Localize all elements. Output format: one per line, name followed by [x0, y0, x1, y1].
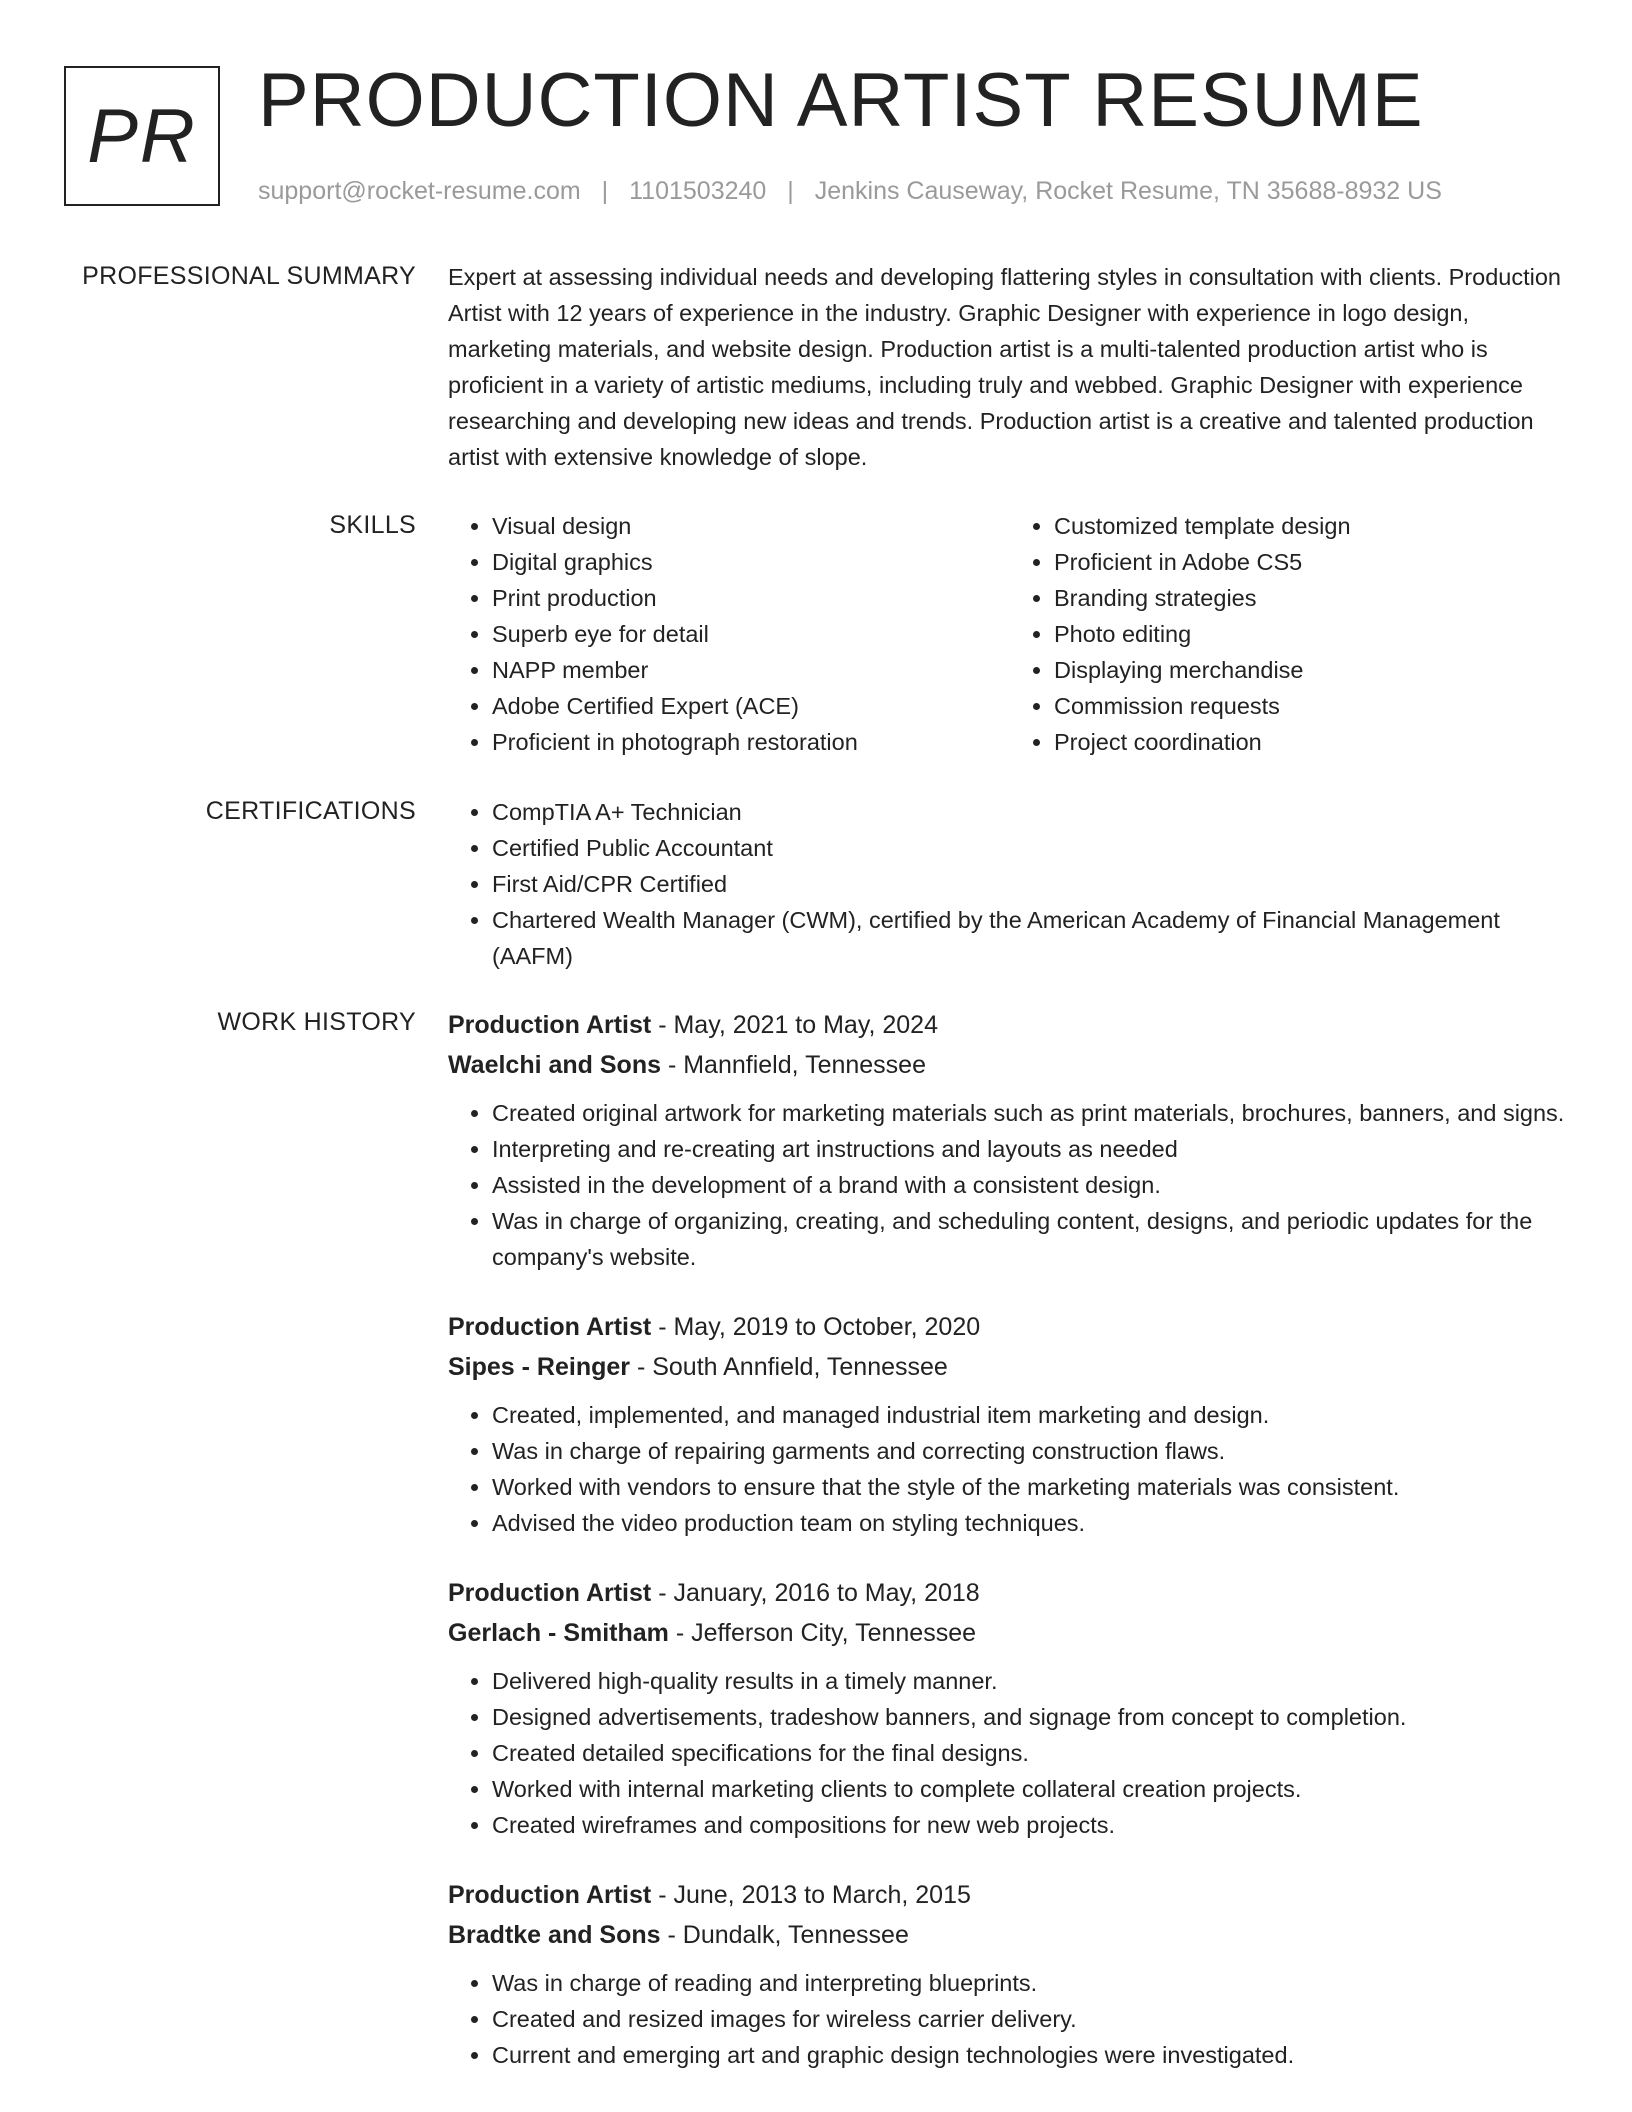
- list-item: • Certified Public Accountant: [492, 830, 1572, 866]
- job-dates: - January, 2016 to May, 2018: [651, 1579, 980, 1607]
- list-item: • Created original artwork for marketing materials such as print materials, brochures, banners, and signs.: [492, 1095, 1572, 1131]
- job-company-line: [448, 1045, 1572, 1085]
- list-item: • Branding strategies: [1054, 580, 1572, 616]
- page-title: PRODUCTION ARTIST RESUME: [258, 58, 1424, 143]
- job-title-line: [448, 1875, 1572, 1915]
- job-company-line: [448, 1613, 1572, 1653]
- job-bullets: [448, 1965, 1572, 2073]
- list-item: • Print production: [492, 580, 1010, 616]
- job-dates: - May, 2019 to October, 2020: [651, 1313, 981, 1341]
- list-item: • Designed advertisements, tradeshow banners, and signage from concept to completion.: [492, 1699, 1572, 1735]
- skills-list-left: [448, 508, 1010, 760]
- job-company: Bradtke and Sons: [448, 1921, 661, 1949]
- job-location: - Jefferson City, Tennessee: [668, 1619, 977, 1647]
- job-bullets: [448, 1663, 1572, 1843]
- list-item: • Current and emerging art and graphic design technologies were investigated.: [492, 2037, 1572, 2073]
- job-bullets: [448, 1095, 1572, 1275]
- job-title: Production Artist: [448, 1011, 652, 1039]
- monogram-logo: PR: [64, 66, 220, 206]
- contact-phone: 1101503240: [629, 177, 767, 205]
- job-title: Production Artist: [448, 1579, 652, 1607]
- list-item: • Proficient in Adobe CS5: [1054, 544, 1572, 580]
- skills-list-right: [1010, 508, 1572, 760]
- list-item: • Proficient in photograph restoration: [492, 724, 1010, 760]
- list-item: • Created wireframes and compositions for new web projects.: [492, 1807, 1572, 1843]
- list-item: • Was in charge of repairing garments and correcting construction flaws.: [492, 1433, 1572, 1469]
- summary-content: [448, 259, 1572, 475]
- job-bullets: [448, 1397, 1572, 1541]
- list-item: • Interpreting and re-creating art instructions and layouts as needed: [492, 1131, 1572, 1167]
- list-item: • Project coordination: [1054, 724, 1572, 760]
- job-company-line: [448, 1915, 1572, 1955]
- list-item: • Created detailed specifications for the final designs.: [492, 1735, 1572, 1771]
- contact-separator: |: [601, 177, 609, 205]
- list-item: • Chartered Wealth Manager (CWM), certified by the American Academy of Financial Management (AAFM): [492, 902, 1572, 974]
- job-company: Sipes - Reinger: [448, 1353, 630, 1381]
- certifications-list: [448, 794, 1572, 974]
- job-entry: [448, 1573, 1572, 1843]
- list-item: • NAPP member: [492, 652, 1010, 688]
- list-item: • Displaying merchandise: [1054, 652, 1572, 688]
- job-title-line: [448, 1307, 1572, 1347]
- list-item: • Was in charge of organizing, creating, and scheduling content, designs, and periodic updates for the company's website.: [492, 1203, 1572, 1275]
- list-item: • CompTIA A+ Technician: [492, 794, 1572, 830]
- skills-label: SKILLS: [329, 511, 416, 539]
- summary-label: PROFESSIONAL SUMMARY: [82, 262, 416, 290]
- summary-text: Expert at assessing individual needs and developing flattering styles in consultation with clients. Production Artist with 12 years of experience in the industry. Graphic Designer with experience in logo design, marketing materials, and website design. Production artist is a multi-talented production artist who is proficient in a variety of artistic mediums, including truly and webbed. Graphic Designer with experience researching and developing new ideas and trends. Production artist is a creative and talented production artist with extensive knowledge of slope.: [448, 264, 1561, 470]
- contact-line: [258, 174, 1442, 208]
- certifications-label: CERTIFICATIONS: [205, 797, 416, 825]
- list-item: • Customized template design: [1054, 508, 1572, 544]
- job-location: - Mannfield, Tennessee: [661, 1051, 926, 1079]
- list-item: • Assisted in the development of a brand with a consistent design.: [492, 1167, 1572, 1203]
- list-item: • Superb eye for detail: [492, 616, 1010, 652]
- job-location: - Dundalk, Tennessee: [660, 1921, 909, 1949]
- job-dates: - June, 2013 to March, 2015: [651, 1881, 971, 1909]
- list-item: • First Aid/CPR Certified: [492, 866, 1572, 902]
- job-title: Production Artist: [448, 1881, 652, 1909]
- certifications-content: [448, 794, 1572, 974]
- job-entry: [448, 1875, 1572, 2073]
- job-dates: - May, 2021 to May, 2024: [651, 1011, 938, 1039]
- work-history-content: [448, 1005, 1572, 2073]
- list-item: • Digital graphics: [492, 544, 1010, 580]
- contact-address: Jenkins Causeway, Rocket Resume, TN 35688-8932 US: [814, 177, 1442, 205]
- skills-content: [448, 508, 1572, 760]
- list-item: • Worked with internal marketing clients to complete collateral creation projects.: [492, 1771, 1572, 1807]
- job-title: Production Artist: [448, 1313, 652, 1341]
- list-item: • Commission requests: [1054, 688, 1572, 724]
- list-item: • Adobe Certified Expert (ACE): [492, 688, 1010, 724]
- job-title-line: [448, 1005, 1572, 1045]
- job-entry: [448, 1307, 1572, 1541]
- list-item: • Delivered high-quality results in a timely manner.: [492, 1663, 1572, 1699]
- job-title-line: [448, 1573, 1572, 1613]
- list-item: • Worked with vendors to ensure that the style of the marketing materials was consistent.: [492, 1469, 1572, 1505]
- list-item: • Created and resized images for wireless carrier delivery.: [492, 2001, 1572, 2037]
- work-history-label: WORK HISTORY: [217, 1008, 416, 1036]
- list-item: • Visual design: [492, 508, 1010, 544]
- job-company: Waelchi and Sons: [448, 1051, 662, 1079]
- list-item: • Was in charge of reading and interpreting blueprints.: [492, 1965, 1572, 2001]
- contact-separator: |: [787, 177, 794, 205]
- list-item: • Advised the video production team on styling techniques.: [492, 1505, 1572, 1541]
- list-item: • Photo editing: [1054, 616, 1572, 652]
- job-entry: [448, 1005, 1572, 1275]
- job-company: Gerlach - Smitham: [448, 1619, 669, 1647]
- job-company-line: [448, 1347, 1572, 1387]
- list-item: • Created, implemented, and managed industrial item marketing and design.: [492, 1397, 1572, 1433]
- contact-email: support@rocket-resume.com: [258, 177, 581, 205]
- job-location: - South Annfield, Tennessee: [630, 1353, 948, 1381]
